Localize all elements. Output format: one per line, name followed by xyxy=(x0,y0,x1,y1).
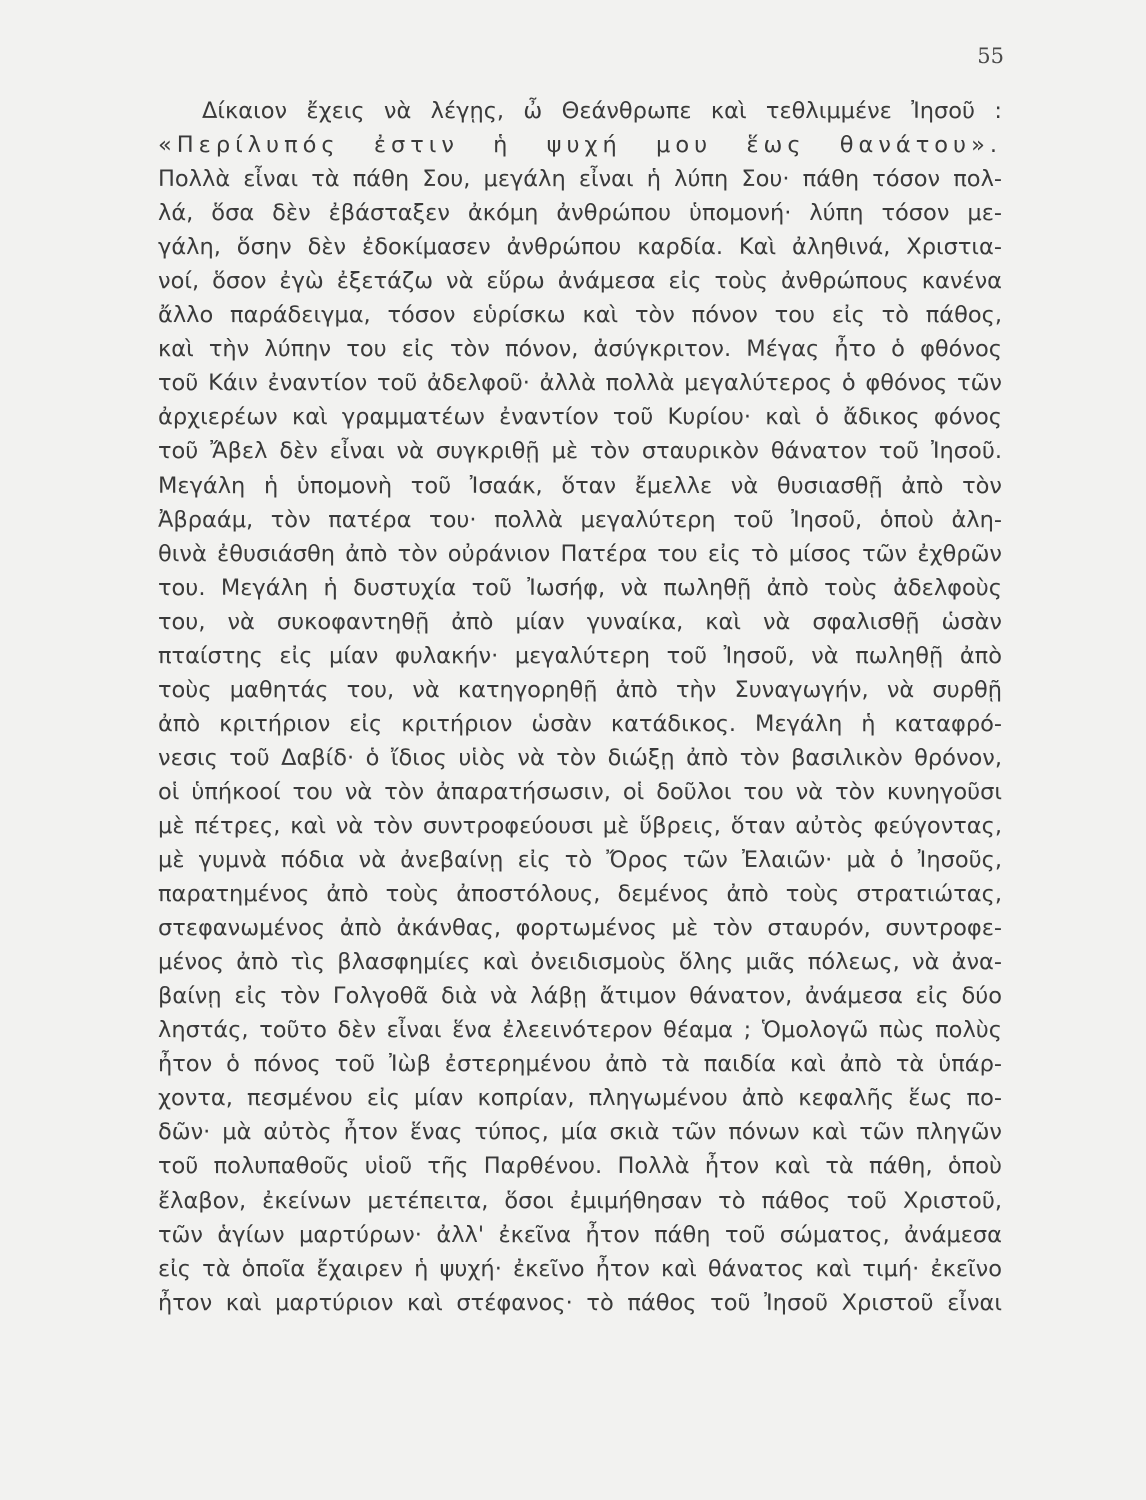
text-line: λά, ὅσα δὲν ἐβάσταξεν ἀκόμη ἀνθρώπου ὑπομονή· λύπη τόσον με- xyxy=(158,200,1002,227)
text-line: Δίκαιον ἔχεις νὰ λέγῃς, ὦ Θεάνθρωπε καὶ τεθλιμμένε Ἰησοῦ : xyxy=(202,98,1002,124)
text-line: ἀρχιερέων καὶ γραμματέων ἐναντίον τοῦ Κυρίου· καὶ ὁ ἄδικος φόνος xyxy=(158,404,1002,431)
text-line: τοῦ πολυπαθοῦς υἱοῦ τῆς Παρθένου. Πολλὰ ἦτον καὶ τὰ πάθη, ὁποὺ xyxy=(158,1153,1002,1180)
text-line: Πολλὰ εἶναι τὰ πάθη Σου, μεγάλη εἶναι ἡ λύπη Σου· πάθη τόσον πολ- xyxy=(158,166,1002,193)
text-line: του, νὰ συκοφαντηθῇ ἀπὸ μίαν γυναίκα, καὶ νὰ σφαλισθῇ ὡσὰν xyxy=(158,608,1002,635)
text-line: γάλη, ὅσην δὲν ἐδοκίμασεν ἀνθρώπου καρδία. Καὶ ἀληθινά, Χριστια- xyxy=(158,234,1002,261)
text-line: νεσις τοῦ Δαβίδ· ὁ ἴδιος υἱὸς νὰ τὸν διώξῃ ἀπὸ τὸν βασιλικὸν θρόνον, xyxy=(158,744,1002,771)
page-number: 55 xyxy=(977,44,1004,68)
text-line: Ἀβραάμ, τὸν πατέρα του· πολλὰ μεγαλύτερη τοῦ Ἰησοῦ, ὁποὺ ἀλη- xyxy=(158,506,1002,533)
text-line: χοντα, πεσμένου εἰς μίαν κοπρίαν, πληγωμένου ἀπὸ κεφαλῆς ἕως πο- xyxy=(158,1085,1002,1112)
text-line: νοί, ὅσον ἐγὼ ἐξετάζω νὰ εὕρω ἀνάμεσα εἰς τοὺς ἀνθρώπους κανένα xyxy=(158,268,1002,295)
text-line: θινὰ ἐθυσιάσθη ἀπὸ τὸν οὐράνιον Πατέρα του εἰς τὸ μίσος τῶν ἐχθρῶν xyxy=(158,540,1002,567)
text-line: μὲ πέτρες, καὶ νὰ τὸν συντροφεύουσι μὲ ὕβρεις, ὅταν αὐτὸς φεύγοντας, xyxy=(158,812,1002,839)
text-line: πταίστης εἰς μίαν φυλακήν· μεγαλύτερη τοῦ Ἰησοῦ, νὰ πωληθῇ ἀπὸ xyxy=(158,642,1002,669)
text-line: οἱ ὑπήκοοί του νὰ τὸν ἀπαρατήσωσιν, οἱ δοῦλοι του νὰ τὸν κυνηγοῦσι xyxy=(158,778,1002,805)
text-line: ἔλαβον, ἐκείνων μετέπειτα, ὅσοι ἐμιμήθησαν τὸ πάθος τοῦ Χριστοῦ, xyxy=(158,1187,1002,1214)
text-line: καὶ τὴν λύπην του εἰς τὸν πόνον, ἀσύγκριτον. Μέγας ἦτο ὁ φθόνος xyxy=(158,336,1002,363)
text-line: εἰς τὰ ὁποῖα ἔχαιρεν ἡ ψυχή· ἐκεῖνο ἦτον καὶ θάνατος καὶ τιμή· ἐκεῖνο xyxy=(158,1255,1002,1282)
text-line: ἄλλο παράδειγμα, τόσον εὑρίσκω καὶ τὸν πόνον του εἰς τὸ πάθος, xyxy=(158,302,1002,329)
text-line: βαίνῃ εἰς τὸν Γολγοθᾶ διὰ νὰ λάβῃ ἄτιμον θάνατον, ἀνάμεσα εἰς δύο xyxy=(158,983,1002,1010)
text-line: τῶν ἁγίων μαρτύρων· ἀλλ' ἐκεῖνα ἦτον πάθη τοῦ σώματος, ἀνάμεσα xyxy=(158,1221,1002,1248)
text-line: τοῦ Κάιν ἐναντίον τοῦ ἀδελφοῦ· ἀλλὰ πολλὰ μεγαλύτερος ὁ φθόνος τῶν xyxy=(158,370,1002,397)
text-line: ἀπὸ κριτήριον εἰς κριτήριον ὡσὰν κατάδικος. Μεγάλη ἡ καταφρό- xyxy=(158,710,1002,737)
text-line: μὲ γυμνὰ πόδια νὰ ἀνεβαίνῃ εἰς τὸ Ὄρος τῶν Ἐλαιῶν· μὰ ὁ Ἰησοῦς, xyxy=(158,847,1002,874)
text-line: Μεγάλη ἡ ὑπομονὴ τοῦ Ἰσαάκ, ὅταν ἔμελλε νὰ θυσιασθῇ ἀπὸ τὸν xyxy=(158,472,1002,499)
body-text xyxy=(158,94,1002,1320)
text-line: «Περίλυπός ἐστιν ἡ ψυχή μου ἕως θανάτου». xyxy=(158,132,1002,159)
text-line: τοὺς μαθητάς του, νὰ κατηγορηθῇ ἀπὸ τὴν Συναγωγήν, νὰ συρθῇ xyxy=(158,676,1002,703)
text-line: ἦτον ὁ πόνος τοῦ Ἰὼβ ἐστερημένου ἀπὸ τὰ παιδία καὶ ἀπὸ τὰ ὑπάρ- xyxy=(158,1051,1002,1078)
text-line: στεφανωμένος ἀπὸ ἀκάνθας, φορτωμένος μὲ τὸν σταυρόν, συντροφε- xyxy=(158,915,1002,942)
text-line: μένος ἀπὸ τὶς βλασφημίες καὶ ὀνειδισμοὺς ὅλης μιᾶς πόλεως, νὰ ἀνα- xyxy=(158,949,1002,976)
text-line: τοῦ Ἄβελ δὲν εἶναι νὰ συγκριθῇ μὲ τὸν σταυρικὸν θάνατον τοῦ Ἰησοῦ. xyxy=(158,438,1002,465)
text-line: δῶν· μὰ αὐτὸς ἦτον ἕνας τύπος, μία σκιὰ τῶν πόνων καὶ τῶν πληγῶν xyxy=(158,1119,1002,1146)
text-line: ληστάς, τοῦτο δὲν εἶναι ἕνα ἐλεεινότερον θέαμα ; Ὁμολογῶ πὼς πολὺς xyxy=(158,1017,1002,1044)
text-line: του. Μεγάλη ἡ δυστυχία τοῦ Ἰωσήφ, νὰ πωληθῇ ἀπὸ τοὺς ἀδελφοὺς xyxy=(158,574,1002,601)
text-line: παρατημένος ἀπὸ τοὺς ἀποστόλους, δεμένος ἀπὸ τοὺς στρατιώτας, xyxy=(158,881,1002,908)
text-line: ἦτον καὶ μαρτύριον καὶ στέφανος· τὸ πάθος τοῦ Ἰησοῦ Χριστοῦ εἶναι xyxy=(158,1289,1002,1316)
